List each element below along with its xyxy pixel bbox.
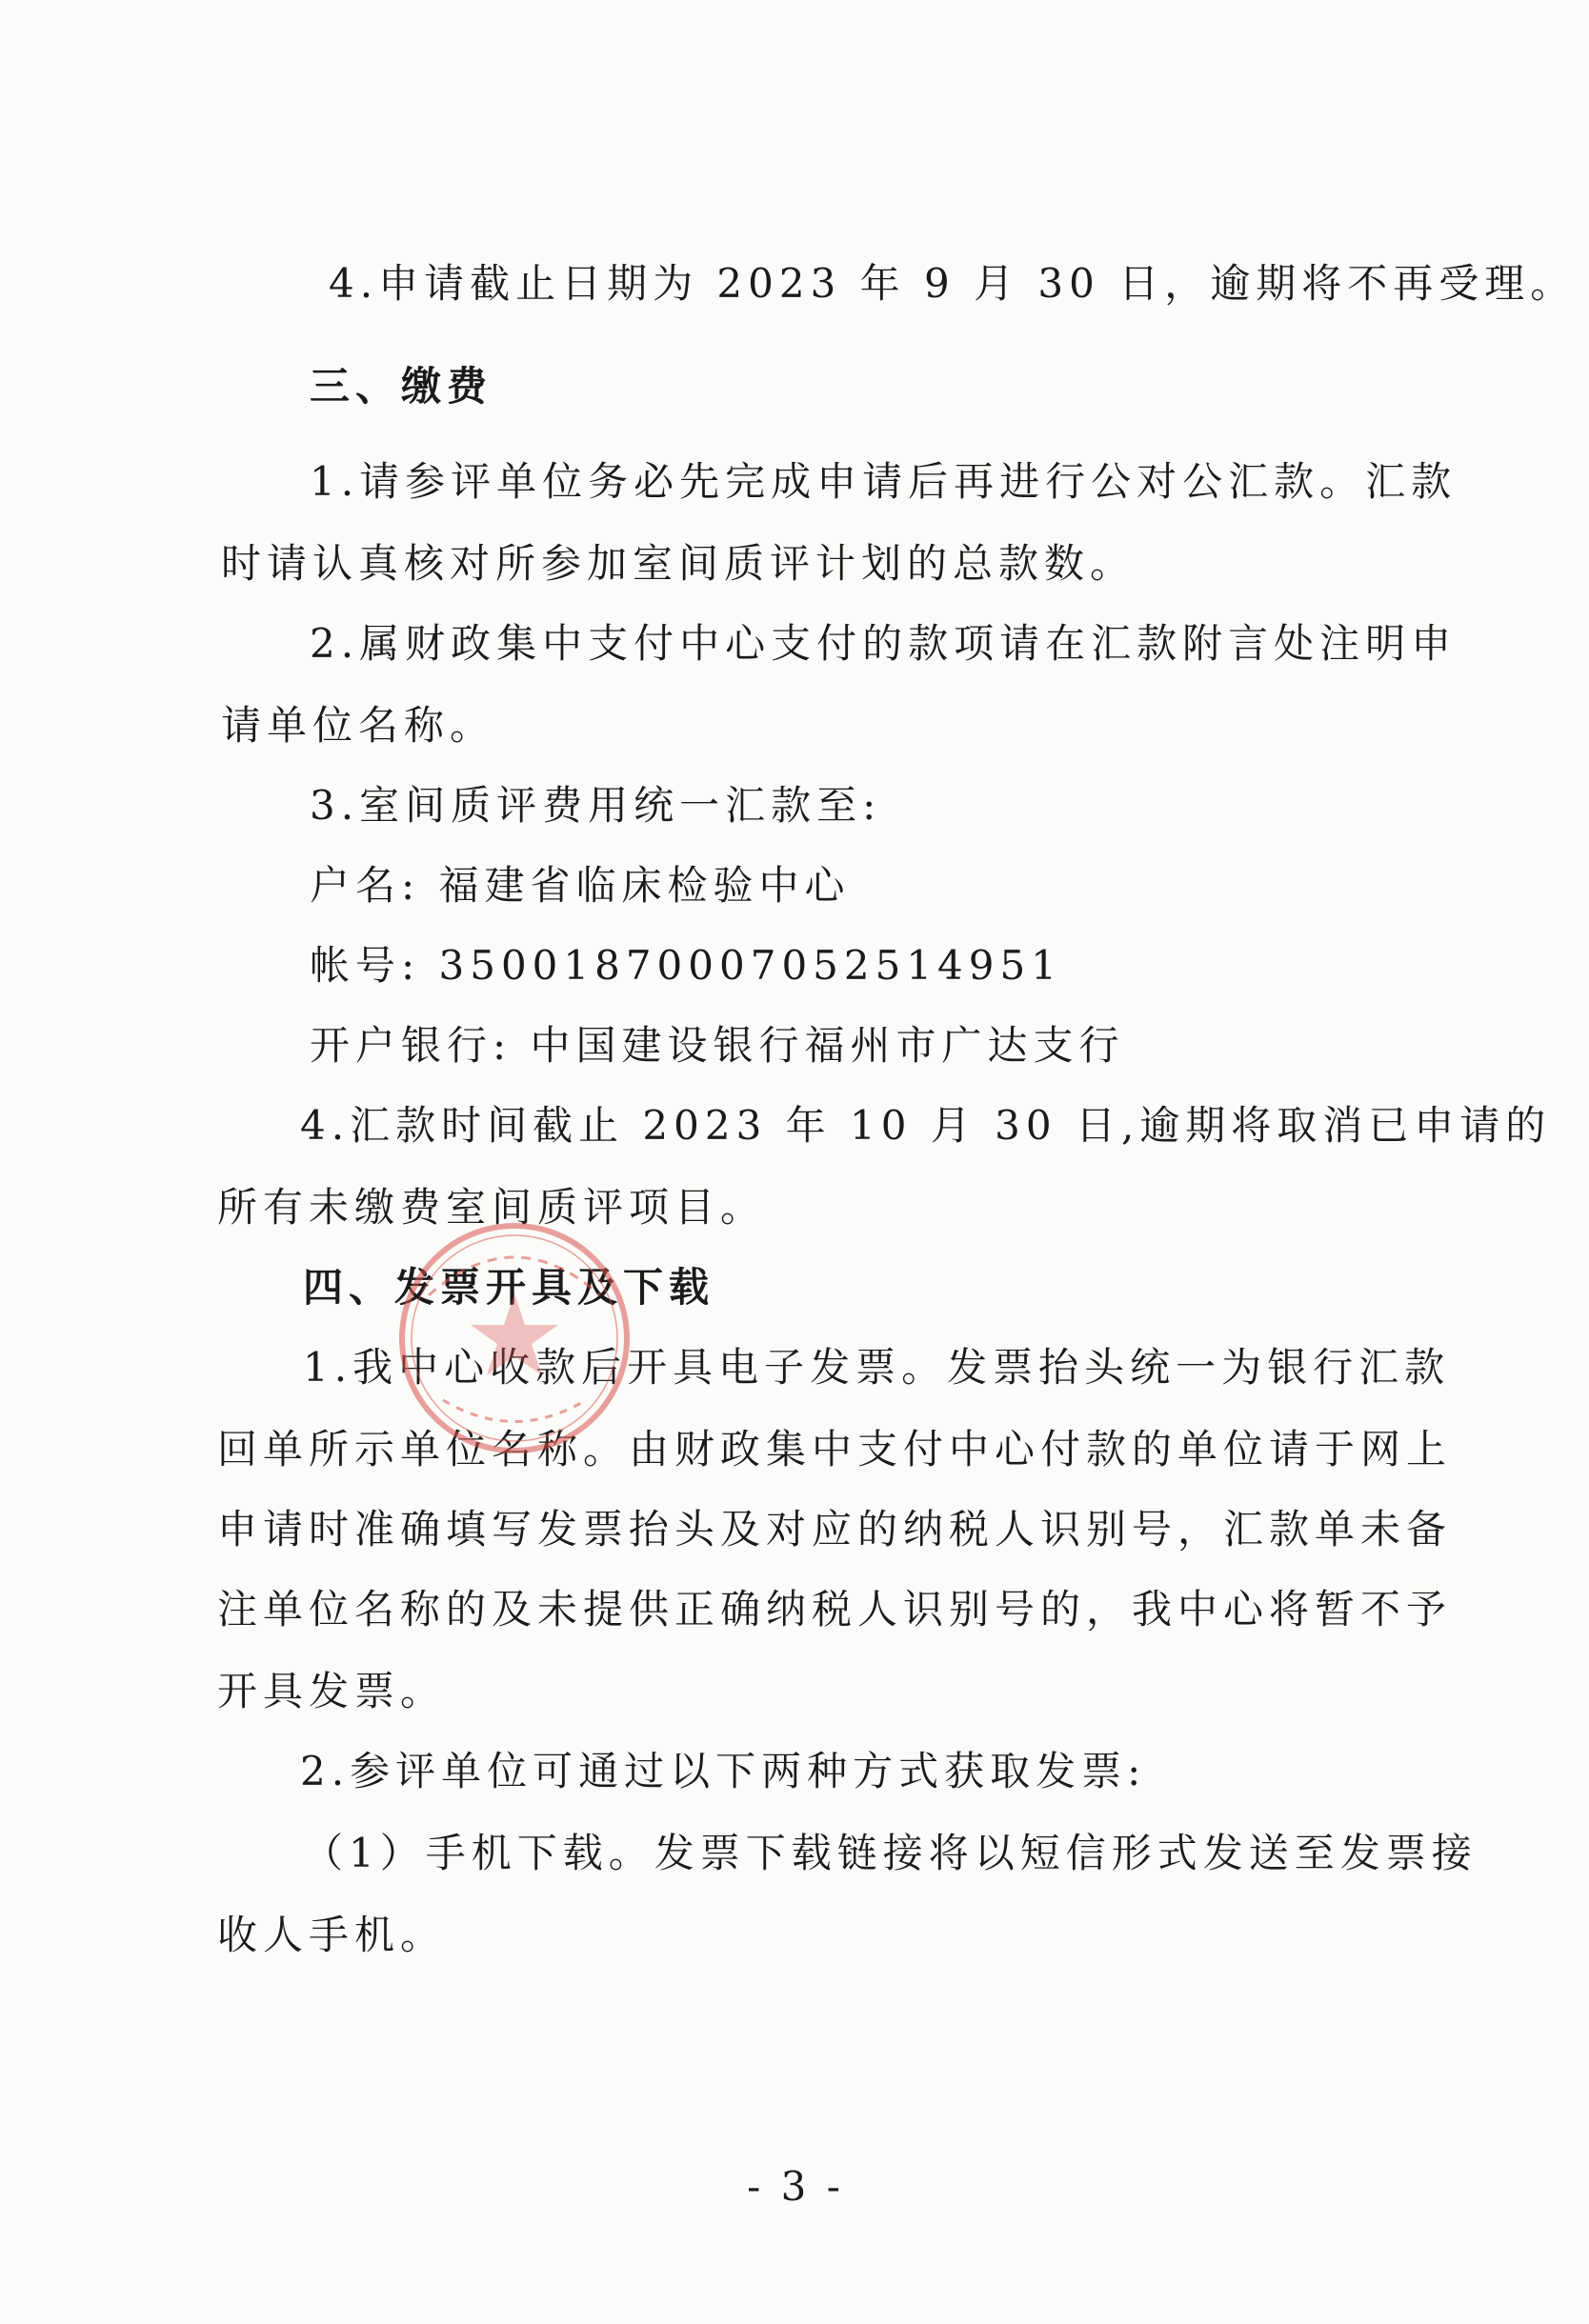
bank-line: 开户银行: 中国建设银行福州市广达支行 — [310, 1022, 1125, 1069]
paragraph-line: 回单所示单位名称。由财政集中支付中心付款的单位请于网上 — [217, 1426, 1453, 1473]
page-number: - 3 - — [747, 2163, 844, 2210]
account-number-line: 帐号: 35001870007052514951 — [310, 942, 1062, 989]
paragraph-line: 1.我中心收款后开具电子发票。发票抬头统一为银行汇款 — [303, 1344, 1451, 1391]
paragraph-line: 请单位名称。 — [221, 702, 496, 749]
paragraph-line: 2.属财政集中支付中心支付的款项请在汇款附言处注明申 — [310, 620, 1458, 667]
paragraph-line: 3.室间质评费用统一汇款至: — [310, 782, 882, 829]
section-heading-payment: 三、缴费 — [310, 363, 493, 410]
paragraph-line: 注单位名称的及未提供正确纳税人识别号的，我中心将暂不予 — [217, 1586, 1453, 1633]
paragraph-line: 时请认真核对所参加室间质评计划的总款数。 — [221, 540, 1136, 587]
paragraph-line: 4.汇款时间截止 2023 年 10 月 30 日,逾期将取消已申请的 — [300, 1102, 1552, 1149]
paragraph-line: 申请时准确填写发票抬头及对应的纳税人识别号，汇款单未备 — [217, 1506, 1453, 1553]
account-name-line: 户名: 福建省临床检验中心 — [310, 862, 851, 909]
paragraph-line: 2.参评单位可通过以下两种方式获取发票: — [300, 1748, 1147, 1794]
paragraph-line: 4.申请截止日期为 2023 年 9 月 30 日，逾期将不再受理。 — [329, 260, 1577, 307]
paragraph-line: 开具发票。 — [217, 1668, 447, 1714]
paragraph-line: 收人手机。 — [217, 1912, 447, 1958]
paragraph-line: （1）手机下载。发票下载链接将以短信形式发送至发票接 — [303, 1830, 1478, 1876]
paragraph-line: 所有未缴费室间质评项目。 — [217, 1184, 767, 1231]
paragraph-line: 1.请参评单位务必先完成申请后再进行公对公汇款。汇款 — [310, 458, 1458, 505]
section-heading-invoice: 四、发票开具及下载 — [303, 1264, 715, 1311]
